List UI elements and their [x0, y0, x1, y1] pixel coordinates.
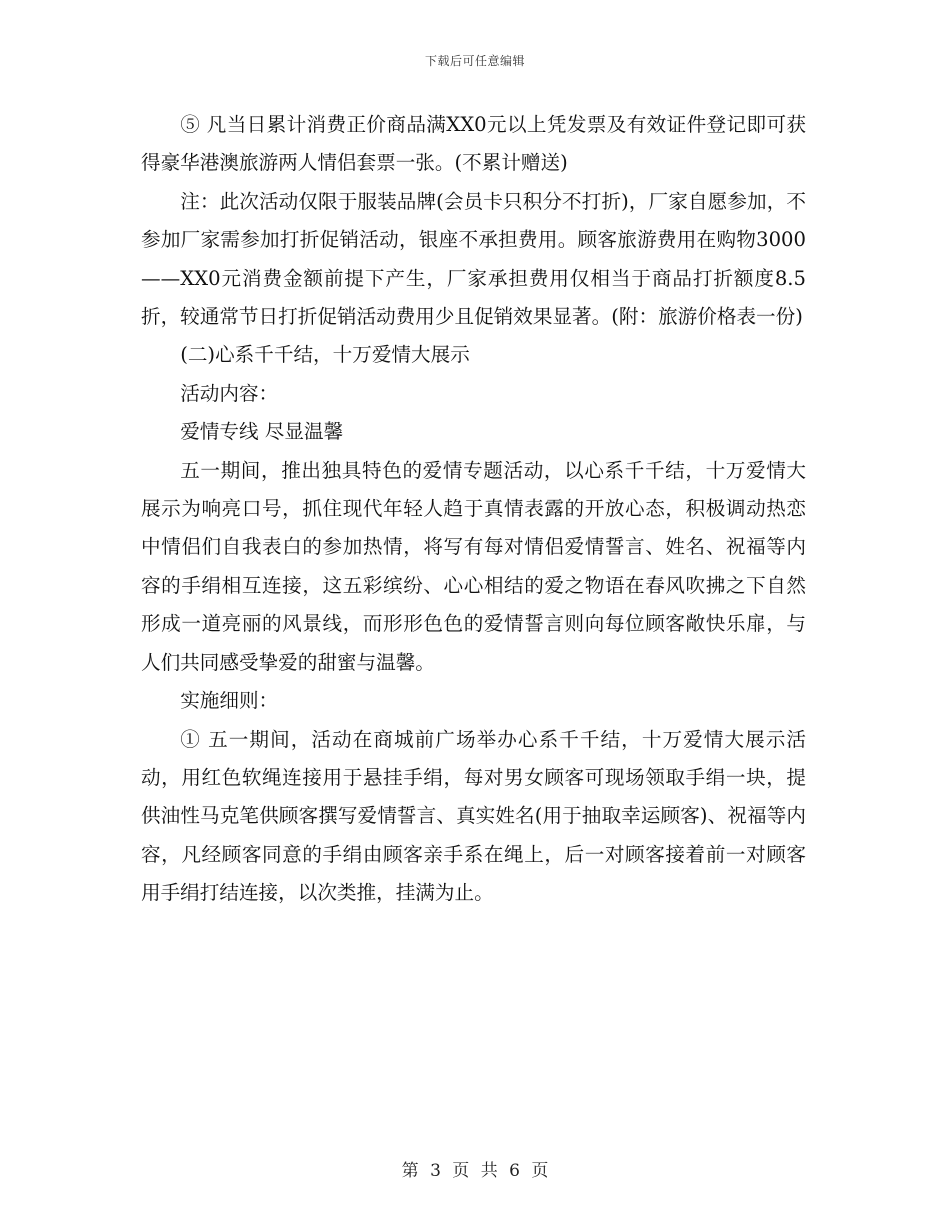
paragraph-item-5: ⑤ 凡当日累计消费正价商品满XX0元以上凭发票及有效证件登记即可获得豪华港澳旅游两人情侣套票一张。(不累计赠送)	[141, 113, 806, 175]
page-header: 下载后可任意编辑	[424, 54, 525, 68]
section-heading: (二)心系千千结，十万爱情大展示	[180, 343, 470, 367]
document-body	[141, 106, 806, 913]
paragraph-note: 注：此次活动仅限于服装品牌(会员卡只积分不打折)，厂家自愿参加，不参加厂家需参加打折促销活动，银座不承担费用。顾客旅游费用在购物3000——XX0元消费金额前提下产生，厂家承担费用仅相当于商品打折额度8.5折，较通常节日打折促销活动费用少且促销效果显著。(附：旅游价格表一份)	[141, 189, 806, 329]
paragraph-description: 五一期间，推出独具特色的爱情专题活动，以心系千千结，十万爱情大展示为响亮口号，抓住现代年轻人趋于真情表露的开放心态，积极调动热恋中情侣们自我表白的参加热情，将写有每对情侣爱情誓言、姓名、祝福等内容的手绢相互连接，这五彩缤纷、心心相结的爱之物语在春风吹拂之下自然形成一道亮丽的风景线，而形形色色的爱情誓言则向每位顾客敞快乐扉，与人们共同感受挚爱的甜蜜与温馨。	[141, 458, 806, 674]
page-footer: 第 3 页 共 6 页	[401, 1161, 549, 1181]
subheading-love-line: 爱情专线 尽显温馨	[180, 420, 344, 444]
subheading-activity-content: 活动内容：	[180, 381, 279, 405]
subheading-implementation: 实施细则：	[180, 689, 279, 713]
paragraph-item-1: ① 五一期间，活动在商城前广场举办心系千千结，十万爱情大展示活动，用红色软绳连接用于悬挂手绢，每对男女顾客可现场领取手绢一块，提供油性马克笔供顾客撰写爱情誓言、真实姓名(用于抽取幸运顾客)、祝福等内容，凡经顾客同意的手绢由顾客亲手系在绳上，后一对顾客接着前一对顾客用手绢打结连接，以次类推，挂满为止。	[141, 727, 806, 905]
